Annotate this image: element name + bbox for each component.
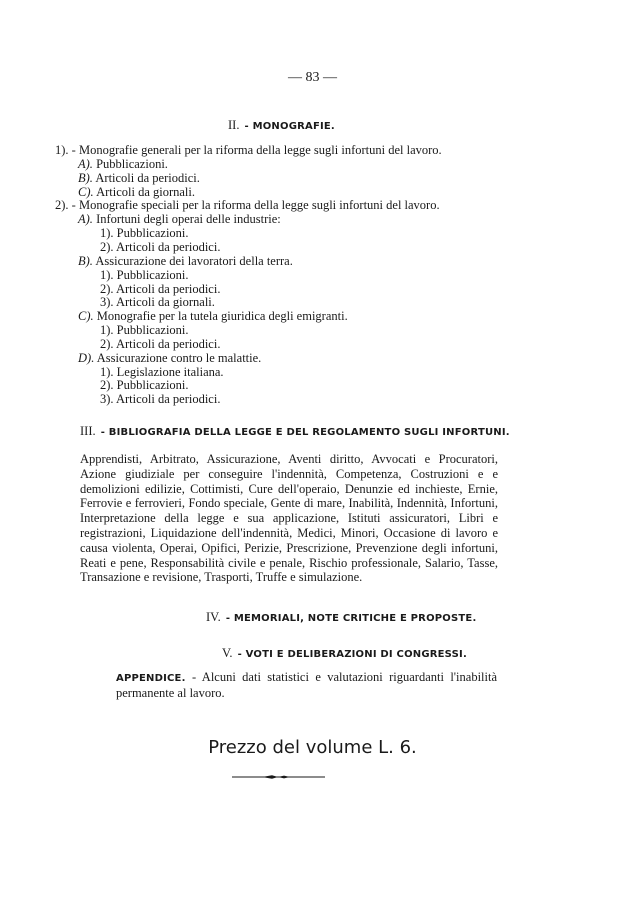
section-heading-bibliografia — [80, 420, 510, 439]
list-item-text: 2). - Monografie speciali per la riforma della legge sugli infortuni del lavoro. — [55, 198, 440, 213]
list-item — [100, 240, 220, 254]
list-item — [78, 351, 261, 365]
list-item-text: Assicurazione dei lavoratori della terra. — [95, 253, 293, 268]
appendix-paragraph — [116, 670, 497, 701]
list-item-text: 1). Pubblicazioni. — [100, 267, 189, 282]
list-item — [78, 157, 168, 171]
list-item-label: B). — [78, 170, 93, 185]
list-item — [100, 378, 189, 392]
list-item — [100, 268, 189, 282]
list-item — [100, 226, 189, 240]
section-title: - MEMORIALI, NOTE CRITICHE E PROPOSTE. — [225, 613, 477, 624]
list-item — [100, 365, 224, 379]
list-item-text: 3). Articoli da periodici. — [100, 392, 221, 407]
list-item — [100, 337, 220, 351]
bibliografia-paragraph: Apprendisti, Arbitrato, Assicurazione, Aventi diritto, Avvocati e Procuratori, Azione giudiziale per conseguire l'indennità, Competenza, Costruzioni e e demolizioni edilizie, Cottimisti, Cure dell'operaio, Denunzie ed inchieste, Ernie, Ferrovie e ferrovieri, Fondo speciale, Gente di mare, Inabilità, Indennità, Infortuni, Interpretazione della legge e sua applicazione, Istituti assicuratori, Libri e registrazioni, Liquidazione dell'indennità, Medici, Minori, Occasione di lavoro e causa violenta, Operai, Opifici, Perizie, Prescrizione, Prevenzione degli infortuni, Reati e pene, Responsabilità civile e penale, Rischio professionale, Salario, Tasse, Transazione e revisione, Trasporti, Truffe e simulazione. — [80, 452, 498, 585]
list-item-label: D). — [78, 350, 95, 365]
list-item-text: 1). Legislazione italiana. — [100, 364, 224, 379]
list-item — [100, 323, 189, 337]
list-item — [100, 282, 220, 296]
section-heading-voti — [222, 642, 467, 661]
page-number: — 83 — — [288, 70, 337, 85]
list-item — [78, 309, 348, 323]
list-item — [78, 171, 200, 185]
list-item-text: Assicurazione contro le malattie. — [96, 350, 262, 365]
appendix-label: APPENDICE. — [116, 673, 186, 684]
section-numeral: V. — [222, 646, 233, 660]
list-item-label: A). — [78, 156, 93, 171]
list-item-label: C). — [78, 309, 94, 324]
list-item — [55, 198, 440, 212]
section-numeral: III. — [80, 424, 96, 438]
list-item-text: 2). Articoli da periodici. — [100, 281, 221, 296]
section-title: - BIBLIOGRAFIA DELLA LEGGE E DEL REGOLAMENTO SUGLI INFORTUNI. — [100, 427, 510, 438]
list-item-text: 2). Articoli da periodici. — [100, 239, 221, 254]
price-line: Prezzo del volume L. 6. — [208, 737, 417, 758]
section-heading-monografie — [228, 114, 335, 133]
list-item-text: Articoli da giornali. — [96, 184, 195, 199]
list-item — [78, 254, 293, 268]
list-item — [55, 143, 442, 157]
list-item-label: A). — [78, 212, 93, 227]
list-item — [100, 392, 220, 406]
ornament-divider — [232, 774, 325, 780]
list-item-label: B). — [78, 253, 93, 268]
list-item-text: 1). Pubblicazioni. — [100, 323, 189, 337]
list-item-text: Pubblicazioni. — [96, 156, 168, 171]
list-item-text: 1). - Monografie generali per la riforma della legge sugli infortuni del lavoro. — [55, 143, 442, 157]
list-item — [100, 295, 215, 309]
list-item — [78, 212, 281, 226]
list-item-text: 1). Pubblicazioni. — [100, 226, 189, 241]
list-item-text: Infortuni degli operai delle industrie: — [96, 212, 281, 227]
section-title: - VOTI E DELIBERAZIONI DI CONGRESSI. — [237, 649, 467, 660]
section-title: - MONOGRAFIE. — [244, 121, 335, 132]
section-numeral: II. — [228, 118, 240, 132]
list-item-text: 3). Articoli da giornali. — [100, 295, 215, 310]
list-item-text: 2). Articoli da periodici. — [100, 336, 221, 351]
appendix-text: - Alcuni dati statistici e valutazioni riguardanti l'inabilità permanente al lavoro. — [116, 670, 498, 700]
section-heading-memoriali — [206, 606, 476, 625]
list-item-text: 2). Pubblicazioni. — [100, 378, 189, 393]
list-item-label: C). — [78, 184, 94, 199]
list-item — [78, 185, 195, 199]
section-numeral: IV. — [206, 610, 221, 624]
list-item-text: Monografie per la tutela giuridica degli emigranti. — [96, 309, 348, 324]
list-item-text: Articoli da periodici. — [95, 170, 200, 185]
